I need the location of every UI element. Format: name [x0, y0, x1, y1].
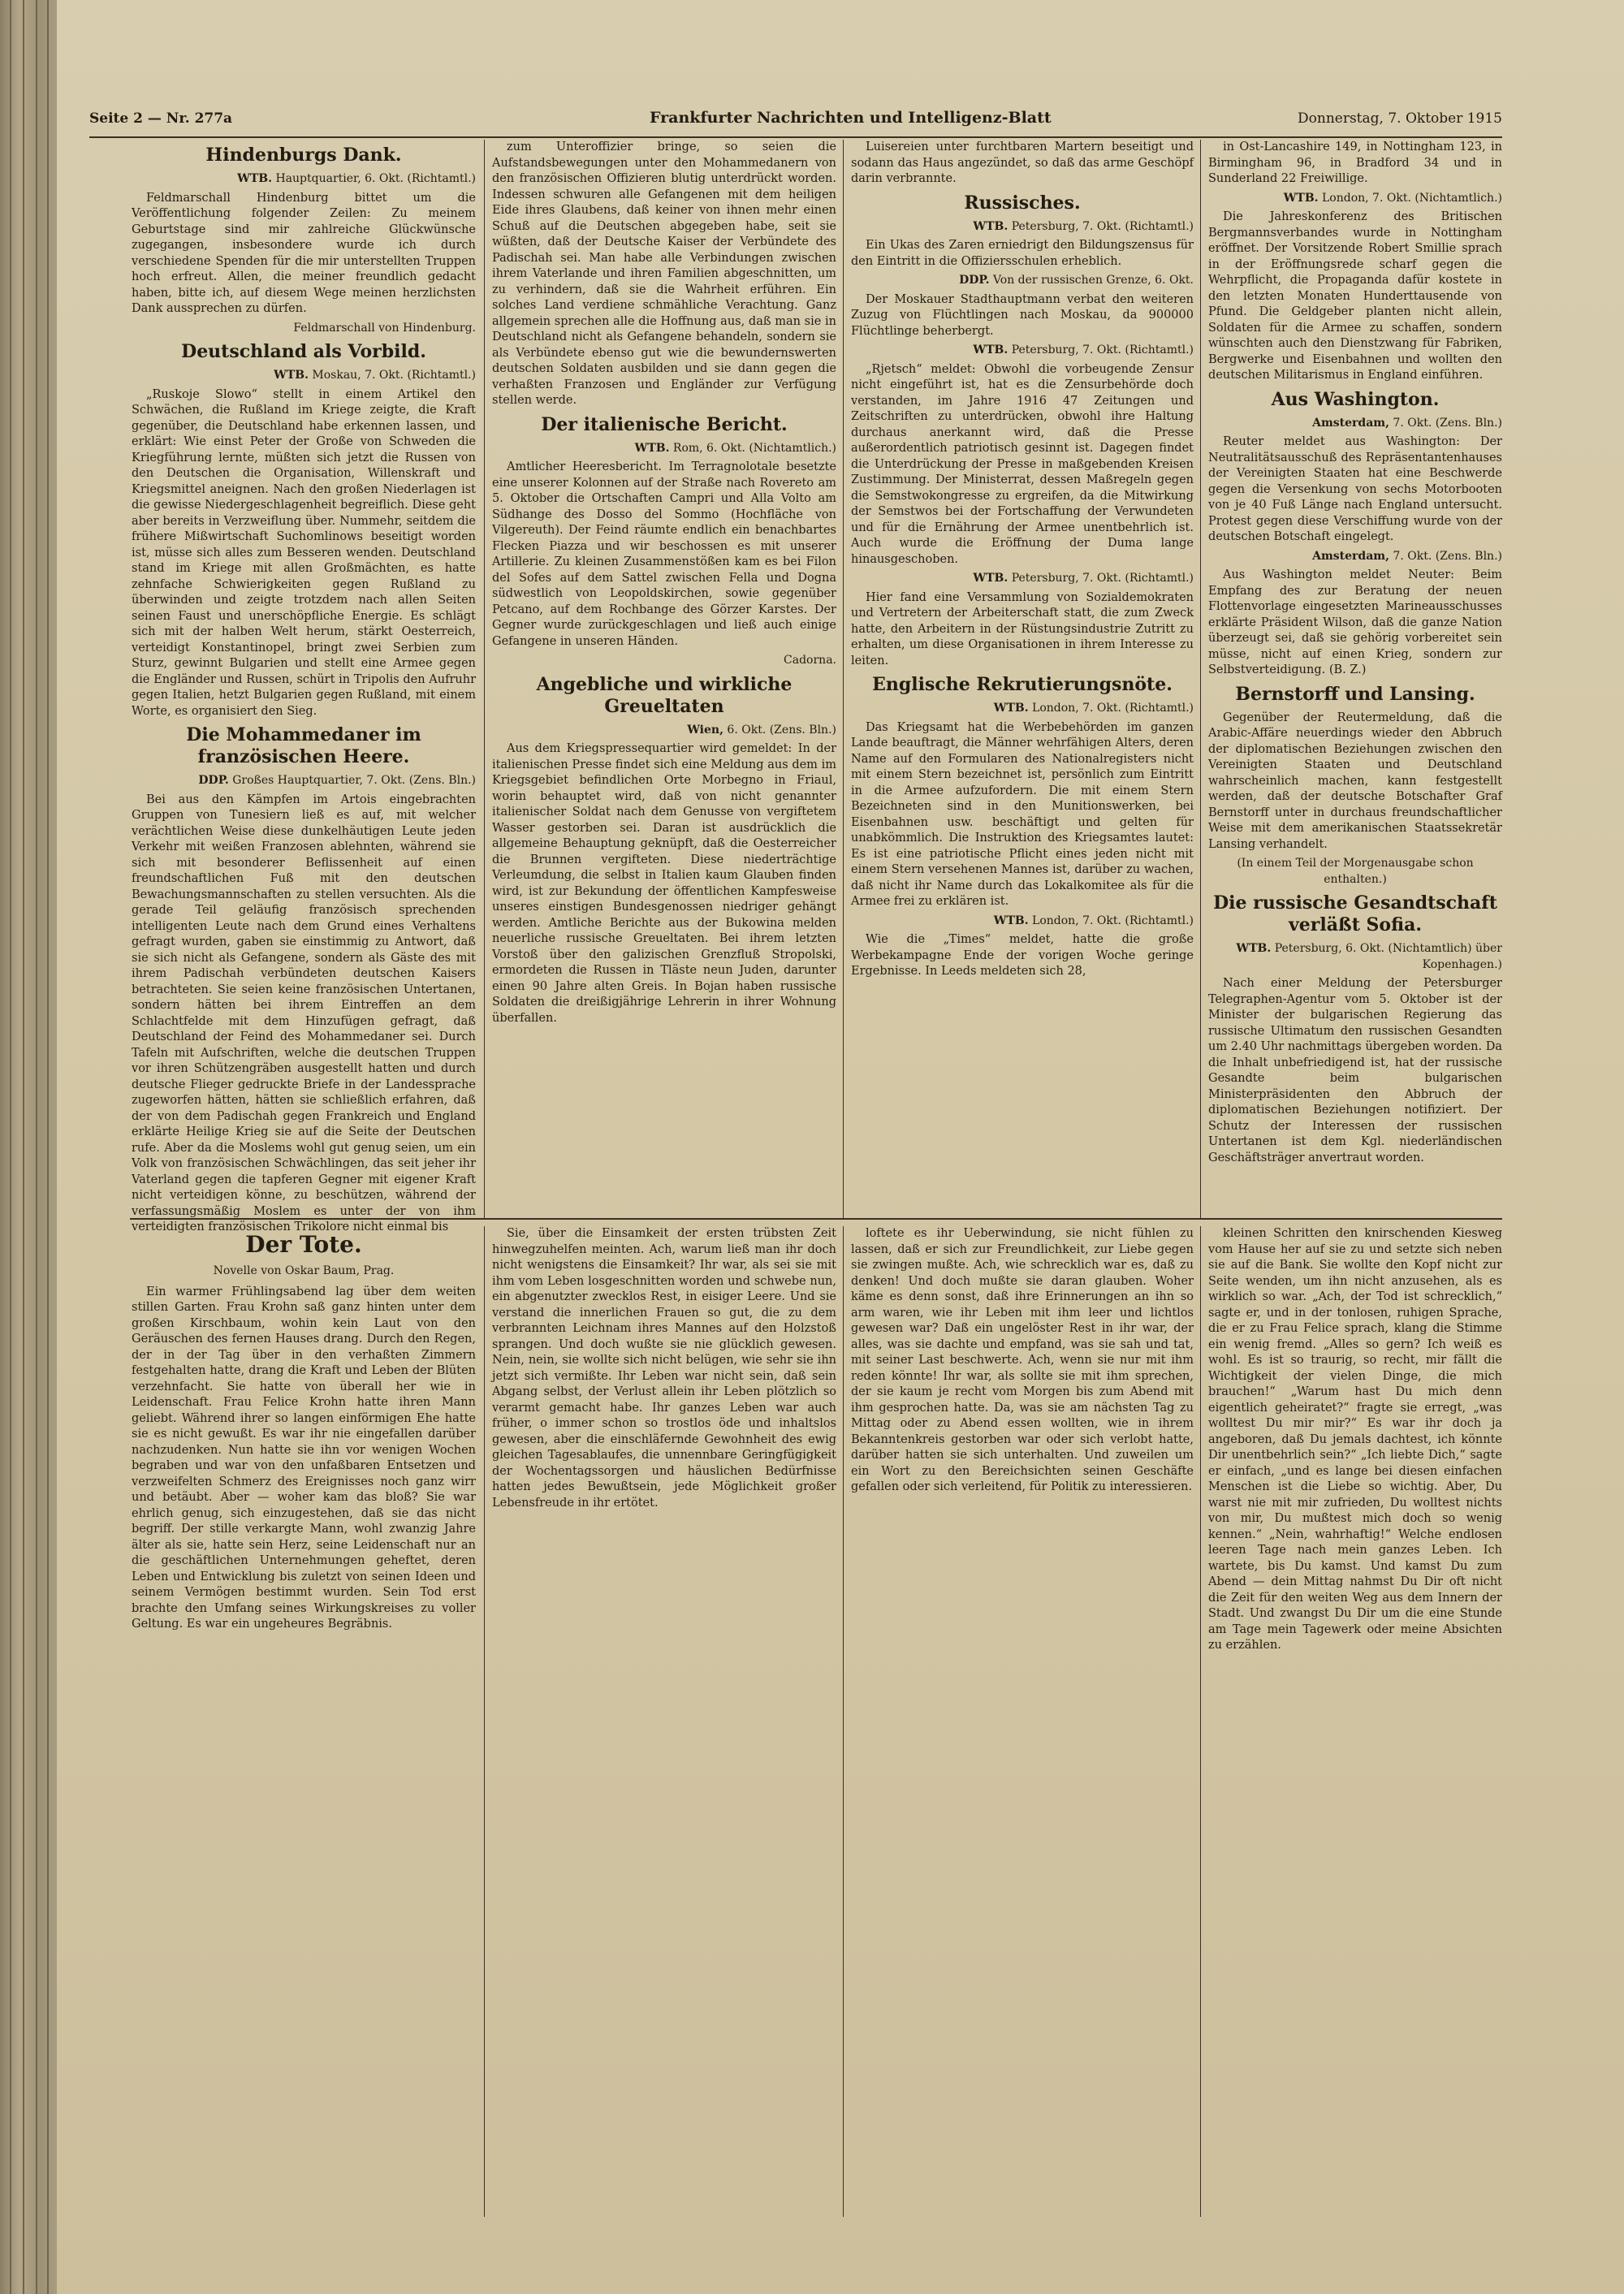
dateline: WTB. Petersburg, 7. Okt. (Richtamtl.): [973, 572, 1194, 585]
column-rule: [484, 140, 485, 1218]
article-body: Bei aus den Kämpfen im Artois eingebrachten Gruppen von Tunesiern ließ es auf, mit welcher verächtlichen Weise diese dunkelhäutigen Leute jeden Verkehr mit weißen Franzosen ablehnten, während sie sich mit besonderer Beflissenheit auf einen freundschaftlichen Fuß mit den deutschen Bewachungsmannschaften zu stellen versuchten. Als die gerade Teil geläufig französisch sprechenden intelligenten Leute nach dem Grund eines Verhaltens gefragt wurden, gaben sie einstimmig zu Antwort, daß sie sich nicht als Gefangene, sondern als Gäste des mit ihrem Padischah verbündeten deutschen Kaisers betrachteten. Sie seien keine französischen Untertanen, sondern hätten bei ihrem Eintreffen an dem Schlachtfelde mit dem Hinzufügen gefragt, daß Deutschland der Feind des Mohammedaner sei. Durch Tafeln mit Aufschriften, welche die deutschen Truppen vor ihren Schützengräben ausgestellt hatten und durch deutsche Flieger gedruckte Briefe in der Landessprache zugeworfen hätten, hätten sie schließlich erfahren, daß der von dem Padischah gegen Frankreich und England erklärte Heilige Krieg sie auf die Seite der Deutschen rufe. Aber da die Moslems wohl gut genug seien, um ein Volk von französischen Schwächlingen, das seit jeher ihr Vaterland gegen die tapferen Gegner mit eigener Kraft nicht verteidigen könne, zu beschützen, während der verfassungsmäßig Moslem es unter der von ihm verteidigten französischen Trikolore nicht einmal bis: [132, 793, 476, 1233]
article-body: Gegenüber der Reutermeldung, daß die Arabic-Affäre neuerdings wieder den Abbruch der diplomatischen Beziehungen zwischen den Vereinigten Staaten und Deutschland wahrscheinlich machen, kann festgestellt werden, daß der deutsche Botschafter Graf Bernstorff unter in durchaus freundschaftlicher Weise mit dem amerikanischen Staatssekretär Lansing verhandelt.: [1208, 711, 1502, 851]
novel-text: Sie, über die Einsamkeit der ersten trübsten Zeit hinwegzuhelfen meinten. Ach, warum ließ man ihr doch nicht wenigstens die Einsamkeit? Ihr war, als sei sie mit ihm vom Leben losgeschnitten worden und schwebe nun, ein abgenutzter zwecklos Rest, in eisiger Leere. Und sie verstand die innerlichen Frauen so gut, die zu dem verbrannten Leichnam ihres Mannes auf den Holzstoß sprangen. Und doch wußte sie nie glücklich gewesen. Nein, nein, sie wollte sich nicht belügen, wie sehr sie ihn jetzt sich vermißte. Ihr Leben war nicht sein, daß sein Abgang selbst, der Verlust allein ihr Leben plötzlich so verarmt gemacht habe. Ihr ganzes Leben war auch früher, o immer schon so trostlos öde und inhaltslos gewesen, aber die einschläfernde Gewohnheit des ewig gleichen Tagesablaufes, die unnennbare Geringfügigkeit der Wochentagssorgen und häuslichen Bedürfnisse hatten jedes Bewußtsein, jede Möglichkeit großer Lebensfreude in ihr ertötet.: [492, 1227, 836, 1510]
article-body: „Ruskoje Slowo“ stellt in einem Artikel den Schwächen, die Rußland im Kriege zeigte, die Kraft gegenüber, die Deutschland habe erkennen lassen, und erklärt: Wie einst Peter der Große von Schweden die Kriegführung lernte, müßten sich jetzt die Russen von den Deutschen die Organisation, Willenskraft und Kriegsmittel aneignen. Nach den großen Niederlagen ist die gewisse Niedergeschlagenheit begreiflich. Diese geht aber bereits in Verzweiflung über. Nummehr, seitdem die frühere Mißwirtschaft Suchomlinows beseitigt worden ist, müsse sich alles zum Besseren wenden. Deutschland stand im Kriege mit allen Großmächten, es hatte zehnfache Schwierigkeiten gegen Rußland zu überwinden und zeigte trotzdem nach allen Seiten seinen Faust und unerschöpfliche Energie. Es schlägt sich mit der halben Welt herum, stärkt Oesterreich, verteidigt Konstantinopel, bringt zwei Serbien zum Sturz, gewinnt Bulgarien und stellt eine Armee gegen die Engländer und Russen, schürt in Tripolis den Aufruhr gegen Italien, hetzt Bulgarien gegen Rußland, mit einem Worte, es organisiert den Sieg.: [132, 387, 476, 718]
article-body: Das Kriegsamt hat die Werbebehörden im ganzen Lande beauftragt, die Männer wehrfähigen Alters, deren Name auf den Formularen des Nationalregisters nicht mit einem Stern bezeichnet ist, persönlich zum Eintritt in die Armee aufzufordern. Die mit einem Stern Bezeichneten sind in den Munitionswerken, bei Eisenbahnen usw. beschäftigt und gelten für unabkömmlich. Die Instruktion des Kriegsamtes lautet: Es ist eine patriotische Pflicht eines jeden nicht mit einem Stern versehenen Mannes ist, darüber zu wachen, daß nicht ihr Name durch das Lokalkomitee als für die Armee frei zu erklären ist.: [851, 720, 1194, 908]
article-body: Feldmarschall Hindenburg bittet um die Veröffentlichung folgender Zeilen: Zu meinem Geburtstage sind mir zahlreiche Glückwünsche zugegangen, insbesondere wurde ich durch verschiedene Spenden für die mir unterstellten Truppen hoch erfreut. Allen, die meiner freundlich gedacht haben, bitte ich, auf diesem Wege meinen herzlichsten Dank aussprechen zu dürfen.: [132, 191, 476, 315]
dateline: Amsterdam, 7. Okt. (Zens. Bln.): [1312, 416, 1502, 430]
article-body: Reuter meldet aus Washington: Der Neutralitätsausschuß des Repräsentantenhauses der Vereinigten Staaten hat eine Beschwerde gegen die Versenkung von sechs Motorbooten von je 40 Fuß Länge nach England untersucht. Protest gegen diese Verschiffung wurde von der deutschen Botschaft eingelegt.: [1208, 435, 1502, 543]
column-3: [851, 140, 1194, 1218]
headline-greueltaten: Angebliche und wirkliche Greueltaten: [536, 673, 793, 717]
article-body: Nach einer Meldung der Petersburger Telegraphen-Agentur vom 5. Oktober ist der Minister der bulgarischen Regierung das russische Ultimatum den russischen Gesandten um 2.40 Uhr nachmittags übergeben worden. Da die Inhalt unbefriedigend ist, hat der russische Gesandte beim bulgarischen Ministerpräsidenten den Abbruch der diplomatischen Beziehungen notifiziert. Der Schutz der Interessen der russischen Untertanen ist dem Kgl. niederländischen Geschäftsträger anvertraut worden.: [1208, 977, 1502, 1164]
article-body: Der Moskauer Stadthauptmann verbat den weiteren Zuzug von Flüchtlingen nach Moskau, da 900000 Flüchtlinge beherbergt.: [851, 292, 1194, 338]
feuilleton-column-3: [851, 1226, 1194, 2217]
dateline: WTB. Moskau, 7. Okt. (Richtamtl.): [274, 369, 476, 382]
binding-edge: [23, 0, 24, 2294]
dateline: WTB. London, 7. Okt. (Nichtamtlich.): [1283, 191, 1502, 205]
feuilleton-column-4: [1208, 1226, 1502, 2217]
dateline: Wien, 6. Okt. (Zens. Bln.): [687, 723, 836, 737]
article-body: Wie die „Times“ meldet, hatte die große Werbekampagne Ende der vorigen Woche geringe Ergebnisse. In Leeds meldeten sich 28,: [851, 933, 1194, 978]
column-rule: [484, 1226, 485, 2217]
kicker: (In einem Teil der Morgenausgabe schon enthalten.): [1237, 857, 1474, 886]
binding-edge: [36, 0, 37, 2294]
headline-russisches: Russisches.: [964, 192, 1081, 214]
headline-hindenburgs-dank: Hindenburgs Dank.: [205, 145, 402, 166]
feuilleton-column-2: [492, 1226, 836, 2217]
article-continuation: in Ost-Lancashire 149, in Nottingham 123, in Birmingham 96, in Bradford 34 und in Sunderland 22 Freiwillige.: [1208, 140, 1502, 185]
dateline: DDP. Von der russischen Grenze, 6. Okt.: [959, 274, 1194, 287]
article-body: Hier fand eine Versammlung von Sozialdemokraten und Vertretern der Arbeiterschaft statt, die zum Zweck hatte, den Arbeitern in der Rüstungsindustrie Zutritt zu erhalten, um diese Organisationen in ihrem Interesse zu leiten.: [851, 590, 1194, 667]
newspaper-title: Frankfurter Nachrichten und Intelligenz-Blatt: [650, 109, 1052, 127]
headline-gesandtschaft-sofia: Die russische Gesandtschaft verläßt Sofia.: [1213, 892, 1497, 935]
headline-italienischer-bericht: Der italienische Bericht.: [541, 413, 788, 435]
column-rule: [1200, 1226, 1201, 2217]
signature: Feldmarschall von Hindenburg.: [293, 321, 476, 335]
headline-bernstorff-lansing: Bernstorff und Lansing.: [1235, 683, 1475, 705]
binding-edge: [10, 0, 11, 2294]
dateline: Amsterdam, 7. Okt. (Zens. Bln.): [1312, 549, 1502, 563]
column-rule: [843, 140, 844, 1218]
dateline: WTB. London, 7. Okt. (Richtamtl.): [993, 914, 1194, 927]
article-body: „Rjetsch“ meldet: Obwohl die vorbeugende Zensur nicht eingeführt ist, hat es die Zensurbehörde doch verstanden, im Jahre 1916 47 Zeitungen und Zeitschriften zu unterdrücken, obwohl ihre Haltung durchaus anerkannt wird, daß die Presse außerordentlich patriotisch gesinnt ist. Dagegen findet die Unterdrückung der Presse in maßgebenden Kreisen Zustimmung. Der Ministerrat, dessen Maßregeln gegen die Semstwokongresse zu ergreifen, da die Mitwirkung der Semstwos bei der Fortschaffung der Verwundeten und für die Ernährung der Armee unentbehrlich ist. Auch wurde die Eröffnung der Duma lange hinausgeschoben.: [851, 362, 1194, 566]
dateline: WTB. Rom, 6. Okt. (Nichtamtlich.): [634, 441, 836, 455]
novel-text: kleinen Schritten den knirschenden Kiesweg vom Hause her auf sie zu und setzte sich neben sie auf die Bank. Sie wollte den Kopf nicht zur Seite wenden, um ihn nicht anzusehen, als es wirklich so war. „Ach, der Tod ist schrecklich,“ sagte er, und in der tonlosen, ruhigen Sprache, die er zu Frau Felice sprach, klang die Stimme ein wenig fremd. „Alles so gern? Ich weiß es wohl. Es ist so traurig, so recht, mir fällt die Wichtigkeit der vielen Dinge, die mich brauchen!“ „Warum hast Du mich denn eigentlich geheiratet?“ fragte sie erregt, „was wolltest Du mir mir?“ Es war ihr doch ja angeboren, daß Du jemals dachtest, ich könnte Dir unentbehrlich sein?“ „Ich liebte Dich,“ sagte er einfach, „und es lange bei diesen einfachen Menschen ist die Liebe so wichtig. Aber, Du warst nie mit mir zufrieden, Du wolltest nichts von mir, Du mußtest mich doch so wenig kennen.“ „Nein, wahrhaftig!“ Welche endlosen leeren Tage nach mein ganzes Leben. Ich wartete, bis Du kamst. Und kamst Du zum Abend — dein Mittag nahmst Du Dir oft nicht die Zeit für den weiten Weg aus dem Innern der Stadt. Und zwangst Du Dir um die eine Stunde am Tage mein Tagewerk oder meine Absichten zu erzählen.: [1208, 1227, 1502, 1652]
signature: Cadorna.: [784, 654, 836, 667]
article-body: Die Jahreskonferenz des Britischen Bergmannsverbandes wurde in Nottingham eröffnet. Der Vorsitzende Robert Smillie sprach in der Eröffnungsrede scharf gegen die Wehrpflicht, die Propaganda dafür kostete in den letzten Monaten Hunderttausende von Pfund. Die Geldgeber planten nicht allein, Soldaten für die Armee zu schaffen, sondern wünschten auch den Dienstzwang für Fabriken, Bergwerke und Eisenbahnen und wollten den deutschen Militarismus in England einführen.: [1208, 210, 1502, 382]
byline: Novelle von Oskar Baum, Prag.: [213, 1264, 395, 1277]
headline-mohammedaner: Die Mohammedaner im französischen Heere.: [186, 724, 421, 767]
column-1: [132, 140, 476, 1233]
feuilleton-column-1: [132, 1226, 476, 2217]
headline-der-tote: Der Tote.: [245, 1231, 362, 1258]
article-body: Ein Ukas des Zaren erniedrigt den Bildungszensus für den Eintritt in die Offiziersschulen erheblich.: [851, 239, 1194, 268]
article-continuation: Luisereien unter furchtbaren Martern beseitigt und sodann das Haus angezündet, so daß das arme Geschöpf darin verbrannte.: [851, 140, 1194, 185]
dateline: WTB. London, 7. Okt. (Richtamtl.): [993, 702, 1194, 715]
novel-text: loftete es ihr Ueberwindung, sie nicht fühlen zu lassen, daß er sich zur Freundlichkeit, zur Liebe gegen sie zwingen mußte. Ach, wie schrecklich war es, daß zu denken! Und doch mußte sie daran glauben. Woher käme es denn sonst, daß ihre Erinnerungen an ihn so arm waren, wie ihr Leben mit ihm leer und lichtlos gewesen war? Daß ein ungelöster Rest in ihr war, der alles, was sie dachte und empfand, was sie sah und tat, mit seiner Last beschwerte. Ach, wenn sie nur mit ihm reden könnte! Ihr war, als sollte sie mit ihm sprechen, der sie kaum je recht vom Morgen bis zum Abend mit ihm gesprochen hatte. Da, was sie am nächsten Tag zu Mittag oder zu Abend essen wollten, wie in ihrem Bekanntenkreis gestorben war oder sich verlobt hatte, darüber hatten sie sich unterhalten. Und zuweilen um ein Wort zu den Bereichsichten seinen Geschäfte gefallen oder sich verleitend, für Politik zu interessieren.: [851, 1227, 1194, 1493]
article-body: Aus dem Kriegspressequartier wird gemeldet: In der italienischen Presse findet sich eine Meldung aus dem im Kriegsgebiet befindlichen Orte Morbegno in Friaul, worin behauptet wird, daß von nicht genannter italienischer Soldat nach dem Genusse von vergiftetem Wasser gestorben sei. Daran ist ausdrücklich die allgemeine Behauptung geknüpft, daß die Oesterreicher die Brunnen vergifteten. Diese niederträchtige Verleumdung, die selbst in Italien kaum Glauben finden wird, ist zur Bekundung der öffentlichen Kampfesweise unseres einstigen Bundesgenossen niedriger gehängt werden. Amtliche Berichte aus der Bukowina melden neuerliche russische Greueltaten. Bei ihrem letzten Vorstoß über den galizischen Grenzfluß Stropolski, ermordeten die Russen in Tläste neun Juden, darunter einen 90 Jahre alten Greis. In Bojan haben russische Soldaten die dreißigjährige Lehrerin in ihrer Wohnung überfallen.: [492, 742, 836, 1025]
dateline: WTB. Petersburg, 7. Okt. (Richtamtl.): [973, 219, 1194, 233]
article-continuation: zum Unteroffizier bringe, so seien die Aufstandsbewegungen unter den Mohammedanern von den französischen Offizieren blutig unterdrückt worden. Indessen schwuren alle Gefangenen mit dem heiligen Eide ihres Glaubens, daß keiner von ihnen mehr einen Schuß auf die Deutschen abgegeben habe, seit sie wüßten, daß der Deutsche Kaiser der Verbündete des Padischah sei. Man habe alle Verbindungen zwischen ihrem Vaterlande und ihren Familien abgeschnitten, um zu verhindern, daß sie die Wahrheit erführen. Ein solches Land verdiene schmähliche Verachtung. Ganz allgemein sprechen alle die Hoffnung aus, daß man sie in Deutschland nicht als Gefangene behandeln, sondern sie als Verbündete ebenso gut wie die bewundernswerten deutschen Soldaten ausbilden und sie dann gegen die verhaßten Franzosen und Engländer zur Verfügung stellen werde.: [492, 140, 836, 407]
column-4: [1208, 140, 1502, 1218]
dateline: DDP. Großes Hauptquartier, 7. Okt. (Zens. Bln.): [198, 774, 476, 787]
issue-date: Donnerstag, 7. Oktober 1915: [1298, 110, 1502, 127]
page-number: Seite 2 — Nr. 277a: [89, 110, 233, 127]
column-rule: [843, 1226, 844, 2217]
dateline: WTB. Petersburg, 6. Okt. (Nichtamtlich) über Kopenhagen.): [1236, 942, 1502, 971]
dateline: WTB. Hauptquartier, 6. Okt. (Richtamtl.): [237, 172, 476, 185]
column-rule: [1200, 140, 1201, 1218]
headline-rekrutierungsnoete: Englische Rekrutierungsnöte.: [872, 674, 1173, 695]
book-binding: [0, 0, 57, 2294]
article-body: Amtlicher Heeresbericht. Im Terragnolotale besetzte eine unserer Kolonnen auf der Straße nach Rovereto am 5. Oktober die Ortschaften Campri und Alla Volto am Südhange des Dosso del Sommo (Hochfläche von Vilgereuth). Der Feind räumte endlich ein benachbartes Flecken Piazza und wir beschossen es mit unserer Artillerie. Zu kleinen Zusammenstößen kam es bei Filon del Sofes auf dem Sattel zwischen Fella und Dogna südwestlich von Leopoldskirchen, sowie gegenüber Petcano, auf dem Rochbange des Görzer Karstes. Der Gegner wurde zurückgeschlagen und ließ auch einige Gefangene in unseren Händen.: [492, 460, 836, 648]
dateline: WTB. Petersburg, 7. Okt. (Richtamtl.): [973, 343, 1194, 356]
novel-text: Ein warmer Frühlingsabend lag über dem weiten stillen Garten. Frau Krohn saß ganz hinten unter dem großen Kirschbaum, wohin kein Laut von den Geräuschen des fernen Hauses drang. Durch den Regen, der in der Tag über in den verhaßten Zimmern festgehalten hatte, drang die Kraft und Leben der Blüten verzehnfacht. Sie hatte von überall her wie in Leidenschaft. Frau Felice Krohn hatte ihren Mann geliebt. Während ihrer so langen einförmigen Ehe hatte sie es nicht gewußt. Es war ihr nie eingefallen darüber nachzudenken. Nun hatte sie ihn vor wenigen Wochen begraben und war von den unfaßbaren Entsetzen und verzweifelten Schmerz des Ereignisses noch ganz wirr und betäubt. Aber — woher kam das bloß? Sie war ehrlich genug, sich einzugestehen, daß sie das nicht begriff. Der stille verkargte Mann, wohl zwanzig Jahre älter als sie, hatte sein Herz, seine Leidenschaft nur an die geschäftlichen Unternehmungen geheftet, deren Leben und Entwicklung bis zuletzt von seinen Ideen und seinem Vermögen bestimmt wurden. Sein Tod erst brachte den Umfang seines Wirkungskreises zu voller Geltung. Es war ein ungeheures Begräbnis.: [132, 1285, 476, 1631]
binding-edge: [47, 0, 49, 2294]
column-2: [492, 140, 836, 1218]
article-body: Aus Washington meldet Neuter: Beim Empfang des zur Beratung der neuen Flottenvorlage eingesetzten Marineausschusses erklärte Präsident Wilson, daß die ganze Nation überzeugt sei, daß sie gehörig vorbereitet sein müsse, nicht auf einen Krieg, sondern zur Selbstverteidigung. (B. Z.): [1208, 568, 1502, 676]
headline-deutschland-als-vorbild: Deutschland als Vorbild.: [181, 341, 426, 362]
headline-aus-washington: Aus Washington.: [1271, 388, 1440, 410]
masthead: [89, 104, 1502, 138]
